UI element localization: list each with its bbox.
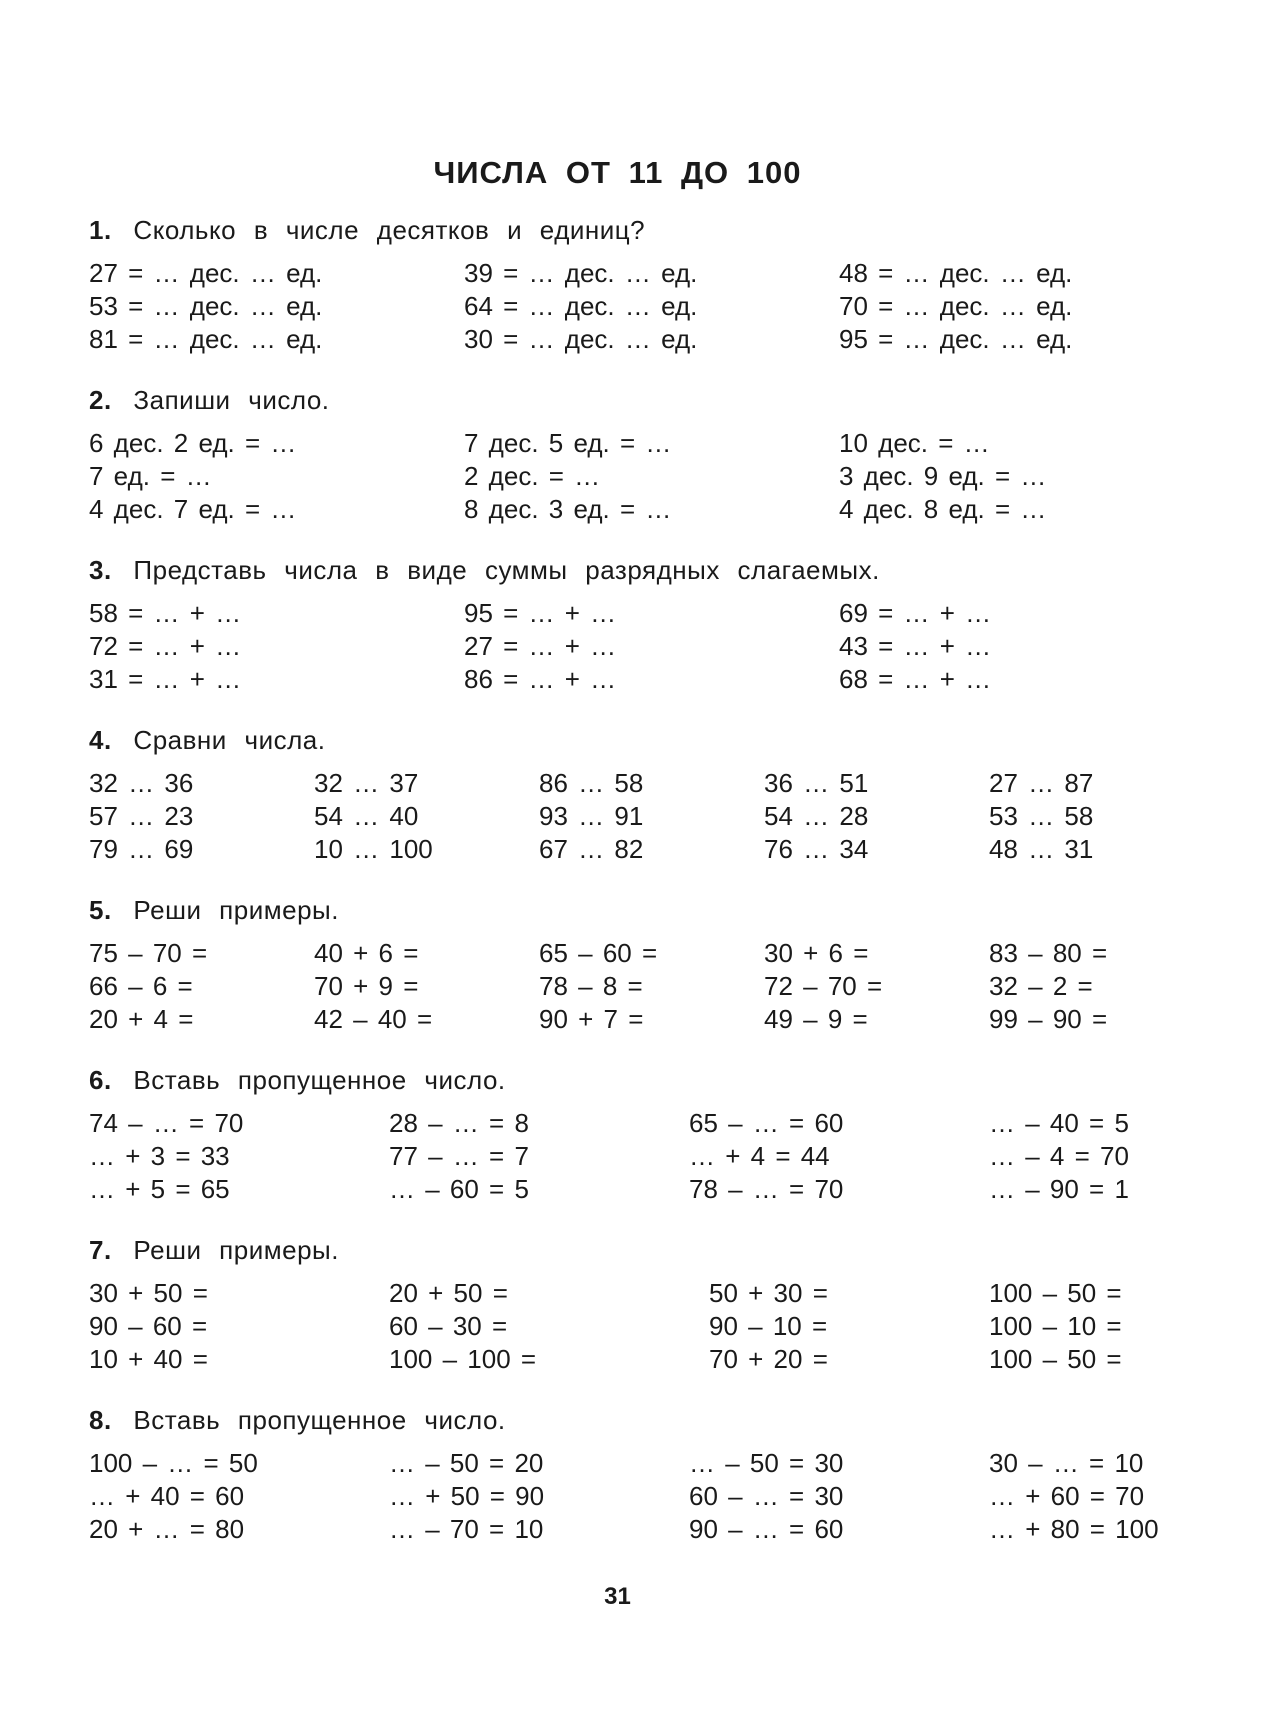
- problem-item: 78 – 8 =: [539, 971, 643, 1001]
- problem-item: 50 + 30 =: [709, 1278, 828, 1308]
- exercise-8-row: [89, 1481, 1209, 1516]
- exercise-1-heading: [89, 215, 645, 246]
- exercise-3-row: [89, 631, 1209, 666]
- problem-item: 100 – 50 =: [989, 1278, 1122, 1308]
- problem-item: 10 … 100: [314, 834, 433, 864]
- problem-item: 83 – 80 =: [989, 938, 1108, 968]
- exercise-7-row: [89, 1344, 1209, 1379]
- problem-item: 60 – 30 =: [389, 1311, 508, 1341]
- problem-item: 42 – 40 =: [314, 1004, 433, 1034]
- exercise-number: 8.: [89, 1405, 112, 1435]
- exercise-8-row: [89, 1514, 1209, 1549]
- problem-item: 30 + 50 =: [89, 1278, 208, 1308]
- problem-item: 66 – 6 =: [89, 971, 193, 1001]
- exercise-instruction: Реши примеры.: [133, 895, 339, 925]
- problem-item: 27 … 87: [989, 768, 1094, 798]
- problem-item: 20 + … = 80: [89, 1514, 245, 1544]
- problem-item: … – 50 = 30: [689, 1448, 844, 1478]
- problem-item: 95 = … дес. … ед.: [839, 324, 1073, 354]
- problem-item: 54 … 40: [314, 801, 419, 831]
- exercise-8-heading: [89, 1405, 506, 1436]
- problem-item: 70 = … дес. … ед.: [839, 291, 1073, 321]
- problem-item: 76 … 34: [764, 834, 869, 864]
- problem-item: 72 = … + …: [89, 631, 242, 661]
- problem-item: … + 50 = 90: [389, 1481, 545, 1511]
- exercise-3-heading: [89, 555, 880, 586]
- exercise-1-row: [89, 291, 1209, 326]
- problem-item: 4 дес. 7 ед. = …: [89, 494, 297, 524]
- problem-item: 48 … 31: [989, 834, 1094, 864]
- problem-item: 8 дес. 3 ед. = …: [464, 494, 672, 524]
- problem-item: 2 дес. = …: [464, 461, 601, 491]
- exercise-3-row: [89, 598, 1209, 633]
- problem-item: 79 … 69: [89, 834, 194, 864]
- problem-item: 60 – … = 30: [689, 1481, 844, 1511]
- exercise-7-row: [89, 1278, 1209, 1313]
- exercise-5-heading: [89, 895, 339, 926]
- problem-item: 10 дес. = …: [839, 428, 990, 458]
- problem-item: 72 – 70 =: [764, 971, 883, 1001]
- problem-item: 27 = … + …: [464, 631, 617, 661]
- problem-item: 6 дес. 2 ед. = …: [89, 428, 297, 458]
- exercise-2-row: [89, 461, 1209, 496]
- problem-item: 86 … 58: [539, 768, 644, 798]
- problem-item: … – 4 = 70: [989, 1141, 1129, 1171]
- problem-item: … – 40 = 5: [989, 1108, 1129, 1138]
- problem-item: 32 – 2 =: [989, 971, 1093, 1001]
- exercise-instruction: Вставь пропущенное число.: [133, 1405, 506, 1435]
- problem-item: 64 = … дес. … ед.: [464, 291, 698, 321]
- page-number: 31: [604, 1583, 631, 1610]
- problem-item: 3 дес. 9 ед. = …: [839, 461, 1047, 491]
- page-title: ЧИСЛА ОТ 11 ДО 100: [433, 155, 802, 190]
- problem-item: 39 = … дес. … ед.: [464, 258, 698, 288]
- exercise-2-row: [89, 428, 1209, 463]
- problem-item: 40 + 6 =: [314, 938, 419, 968]
- problem-item: 30 – … = 10: [989, 1448, 1144, 1478]
- problem-item: 77 – … = 7: [389, 1141, 529, 1171]
- exercise-number: 2.: [89, 385, 112, 415]
- problem-item: 53 … 58: [989, 801, 1094, 831]
- problem-item: 90 – 60 =: [89, 1311, 208, 1341]
- exercise-6-heading: [89, 1065, 506, 1096]
- problem-item: 43 = … + …: [839, 631, 992, 661]
- problem-item: … + 60 = 70: [989, 1481, 1145, 1511]
- problem-item: 27 = … дес. … ед.: [89, 258, 323, 288]
- problem-item: … + 80 = 100: [989, 1514, 1159, 1544]
- exercise-instruction: Запиши число.: [133, 385, 330, 415]
- problem-item: 36 … 51: [764, 768, 869, 798]
- exercise-4-row: [89, 834, 1209, 869]
- problem-item: 32 … 37: [314, 768, 419, 798]
- problem-item: 67 … 82: [539, 834, 644, 864]
- exercise-1-row: [89, 258, 1209, 293]
- problem-item: 69 = … + …: [839, 598, 992, 628]
- problem-item: 70 + 20 =: [709, 1344, 828, 1374]
- exercise-number: 3.: [89, 555, 112, 585]
- problem-item: 4 дес. 8 ед. = …: [839, 494, 1047, 524]
- problem-item: 57 … 23: [89, 801, 194, 831]
- problem-item: 48 = … дес. … ед.: [839, 258, 1073, 288]
- problem-item: 99 – 90 =: [989, 1004, 1108, 1034]
- problem-item: 81 = … дес. … ед.: [89, 324, 323, 354]
- problem-item: 30 + 6 =: [764, 938, 869, 968]
- problem-item: … + 5 = 65: [89, 1174, 230, 1204]
- problem-item: 100 – 100 =: [389, 1344, 537, 1374]
- problem-item: 68 = … + …: [839, 664, 992, 694]
- exercise-7-row: [89, 1311, 1209, 1346]
- problem-item: 65 – … = 60: [689, 1108, 844, 1138]
- exercise-number: 6.: [89, 1065, 112, 1095]
- exercise-2-row: [89, 494, 1209, 529]
- problem-item: … + 40 = 60: [89, 1481, 245, 1511]
- problem-item: 49 – 9 =: [764, 1004, 868, 1034]
- exercise-instruction: Реши примеры.: [133, 1235, 339, 1265]
- exercise-number: 7.: [89, 1235, 112, 1265]
- exercise-6-row: [89, 1174, 1209, 1209]
- exercise-4-heading: [89, 725, 325, 756]
- exercise-number: 5.: [89, 895, 112, 925]
- problem-item: 58 = … + …: [89, 598, 242, 628]
- problem-item: 30 = … дес. … ед.: [464, 324, 698, 354]
- problem-item: 86 = … + …: [464, 664, 617, 694]
- exercise-4-row: [89, 768, 1209, 803]
- problem-item: 53 = … дес. … ед.: [89, 291, 323, 321]
- exercise-3-row: [89, 664, 1209, 699]
- exercise-7-heading: [89, 1235, 339, 1266]
- problem-item: 90 + 7 =: [539, 1004, 644, 1034]
- problem-item: … – 70 = 10: [389, 1514, 544, 1544]
- problem-item: 100 – … = 50: [89, 1448, 258, 1478]
- problem-item: … – 90 = 1: [989, 1174, 1129, 1204]
- problem-item: … – 50 = 20: [389, 1448, 544, 1478]
- exercise-number: 4.: [89, 725, 112, 755]
- exercise-8-row: [89, 1448, 1209, 1483]
- problem-item: 90 – 10 =: [709, 1311, 828, 1341]
- exercise-instruction: Сравни числа.: [133, 725, 326, 755]
- problem-item: 20 + 50 =: [389, 1278, 508, 1308]
- problem-item: … + 4 = 44: [689, 1141, 830, 1171]
- exercise-2-heading: [89, 385, 330, 416]
- exercise-instruction: Вставь пропущенное число.: [133, 1065, 506, 1095]
- problem-item: 100 – 10 =: [989, 1311, 1122, 1341]
- problem-item: 95 = … + …: [464, 598, 617, 628]
- problem-item: 28 – … = 8: [389, 1108, 529, 1138]
- exercise-instruction: Сколько в числе десятков и единиц?: [133, 215, 646, 245]
- exercise-5-row: [89, 938, 1209, 973]
- exercise-6-row: [89, 1108, 1209, 1143]
- problem-item: 20 + 4 =: [89, 1004, 194, 1034]
- problem-item: 75 – 70 =: [89, 938, 208, 968]
- problem-item: 100 – 50 =: [989, 1344, 1122, 1374]
- problem-item: 54 … 28: [764, 801, 869, 831]
- problem-item: … – 60 = 5: [389, 1174, 529, 1204]
- exercise-6-row: [89, 1141, 1209, 1176]
- exercise-1-row: [89, 324, 1209, 359]
- exercise-5-row: [89, 1004, 1209, 1039]
- problem-item: 70 + 9 =: [314, 971, 419, 1001]
- problem-item: 10 + 40 =: [89, 1344, 208, 1374]
- problem-item: 78 – … = 70: [689, 1174, 844, 1204]
- problem-item: … + 3 = 33: [89, 1141, 230, 1171]
- problem-item: 90 – … = 60: [689, 1514, 844, 1544]
- problem-item: 32 … 36: [89, 768, 194, 798]
- problem-item: 93 … 91: [539, 801, 644, 831]
- problem-item: 65 – 60 =: [539, 938, 658, 968]
- problem-item: 7 дес. 5 ед. = …: [464, 428, 672, 458]
- exercise-number: 1.: [89, 215, 112, 245]
- problem-item: 7 ед. = …: [89, 461, 212, 491]
- problem-item: 31 = … + …: [89, 664, 242, 694]
- exercise-4-row: [89, 801, 1209, 836]
- exercise-5-row: [89, 971, 1209, 1006]
- problem-item: 74 – … = 70: [89, 1108, 244, 1138]
- exercise-instruction: Представь числа в виде суммы разрядных слагаемых.: [133, 555, 880, 585]
